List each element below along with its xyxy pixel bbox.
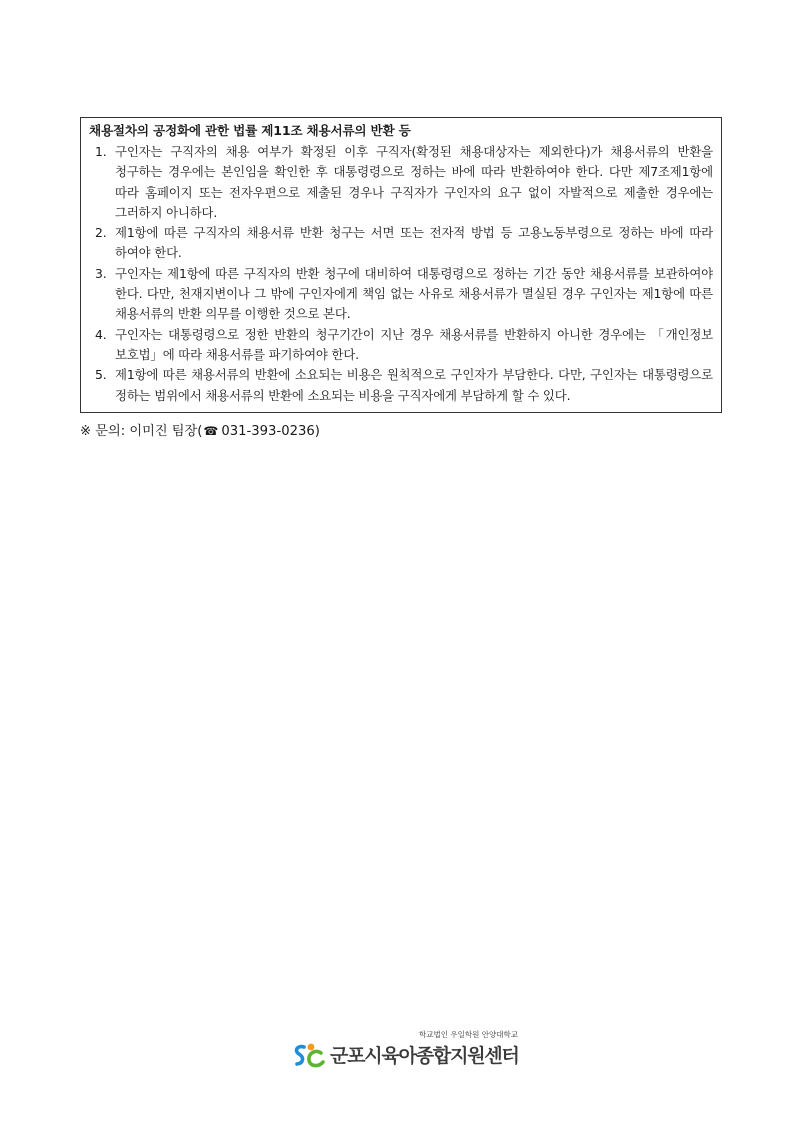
law-item bbox=[89, 223, 713, 264]
logo-orange-dot bbox=[308, 1044, 315, 1051]
law-item-number: 4. bbox=[95, 326, 107, 342]
logo-green-stroke bbox=[309, 1051, 323, 1065]
law-item-list bbox=[89, 142, 713, 406]
law-item-text: 구인자는 대통령령으로 정한 반환의 청구기간이 지난 경우 채용서류를 반환하지 아니한 경우에는 「개인정보 보호법」에 따라 채용서류를 파기하여야 한다. bbox=[115, 326, 713, 362]
law-item-text: 구인자는 제1항에 따른 구직자의 반환 청구에 대비하여 대통령령으로 정하는 기간 동안 채용서류를 보관하여야 한다. 다만, 천재지변이나 그 밖에 구인자에게 책임 없는 사유로 채용서류가 멸실된 경우 구인자는 제1항에 따른 채용서류의 반환 의무를 이행한 것으로 본다. bbox=[115, 265, 713, 322]
law-title: 채용절차의 공정화에 관한 법률 제11조 채용서류의 반환 등 bbox=[89, 123, 411, 138]
center-logo-icon bbox=[292, 1041, 328, 1071]
contact-prefix: ※ 문의: 이미진 팀장( bbox=[80, 424, 203, 439]
phone-icon: ☎ bbox=[203, 424, 219, 438]
law-item-number: 2. bbox=[95, 225, 107, 241]
law-item bbox=[89, 264, 713, 325]
law-item-number: 3. bbox=[95, 265, 107, 281]
contact-info bbox=[80, 421, 320, 442]
law-item-number: 5. bbox=[95, 367, 107, 383]
footer-affiliation: 학교법인 우일학원 안양대학교 bbox=[419, 1030, 518, 1039]
law-item-text: 구인자는 구직자의 채용 여부가 확정된 이후 구직자(확정된 채용대상자는 제외한다)가 채용서류의 반환을 청구하는 경우에는 본인임을 확인한 후 대통령령으로 정하는 바에 따라 반환하여야 한다. 다만 제7조제1항에 따라 홈페이지 또는 전자우편으로 제출된 경우나 구직자가 구인자의 요구 없이 자발적으로 제출한 경우에는 그러하지 아니하다. bbox=[115, 144, 713, 220]
law-item-number: 1. bbox=[95, 144, 107, 159]
logo-blue-stroke bbox=[297, 1047, 304, 1064]
center-name: 군포시육아종합지원센터 bbox=[330, 1045, 519, 1067]
law-article-box bbox=[80, 117, 722, 413]
law-item-text: 제1항에 따른 구직자의 채용서류 반환 청구는 서면 또는 전자적 방법 등 고용노동부령으로 정하는 바에 따라 하여야 한다. bbox=[115, 225, 713, 261]
contact-phone: 031-393-0236) bbox=[221, 424, 320, 439]
law-item bbox=[89, 325, 713, 366]
footer-brand bbox=[292, 1030, 522, 1080]
law-item bbox=[89, 365, 713, 406]
law-item bbox=[89, 142, 713, 223]
law-item-text: 제1항에 따른 채용서류의 반환에 소요되는 비용은 원칙적으로 구인자가 부담한다. 다만, 구인자는 대통령령으로 정하는 범위에서 채용서류의 반환에 소요되는 비용을 구직자에게 부담하게 할 수 있다. bbox=[115, 367, 713, 403]
